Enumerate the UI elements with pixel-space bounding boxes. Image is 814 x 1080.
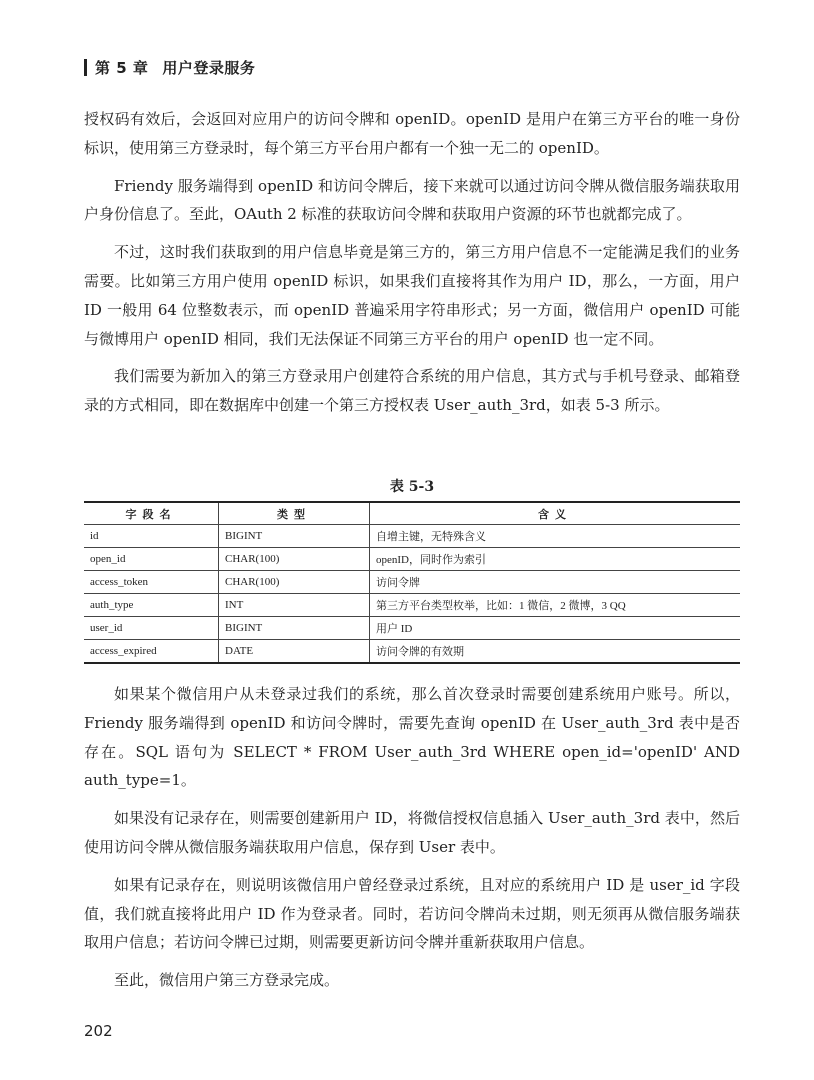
cell-type: INT [219, 594, 370, 617]
page-number: 202 [84, 1022, 113, 1040]
table-row [84, 617, 740, 640]
table-row [84, 594, 740, 617]
cell-field: access_expired [84, 640, 219, 664]
cell-type: CHAR(100) [219, 571, 370, 594]
paragraph-3: 不过，这时我们获取到的用户信息毕竟是第三方的，第三方用户信息不一定能满足我们的业务需要。比如第三方用户使用 openID 标识，如果我们直接将其作为用户 ID，那么，一方面，用户 ID 一般用 64 位整数表示，而 openID 普遍采用字符串形式；另一方面，微信用户 openID 可能与微博用户 openID 相同，我们无法保证不同第三方平台的用户 openID 也一定不同。 [84, 243, 740, 348]
paragraph-7: 如果有记录存在，则说明该微信用户曾经登录过系统，且对应的系统用户 ID 是 user_id 字段值，我们就直接将此用户 ID 作为登录者。同时，若访问令牌尚未过期，则无须再从微信服务端获取用户信息；若访问令牌已过期，则需要更新访问令牌并重新获取用户信息。 [84, 875, 740, 952]
table-caption: 表 5-3 [389, 479, 435, 495]
cell-field: user_id [84, 617, 219, 640]
table-row [84, 548, 740, 571]
cell-field: open_id [84, 548, 219, 571]
cell-type: CHAR(100) [219, 548, 370, 571]
cell-field: access_token [84, 571, 219, 594]
cell-meaning: 用户 ID [370, 617, 741, 640]
cell-meaning: 自增主键，无特殊含义 [370, 525, 741, 548]
header-type: 类型 [219, 502, 370, 525]
header-bar [84, 59, 87, 76]
cell-meaning: 访问令牌 [370, 571, 741, 594]
cell-type: BIGINT [219, 617, 370, 640]
running-header [84, 54, 255, 80]
chapter-title: 用户登录服务 [162, 58, 256, 77]
cell-field: auth_type [84, 594, 219, 617]
table-row [84, 640, 740, 664]
header-meaning: 含义 [370, 502, 741, 525]
cell-type: BIGINT [219, 525, 370, 548]
fields-table [84, 501, 740, 664]
chapter-label: 第 5 章 [95, 58, 149, 77]
paragraph-6: 如果没有记录存在，则需要创建新用户 ID，将微信授权信息插入 User_auth_3rd 表中，然后使用访问令牌从微信服务端获取用户信息，保存到 User 表中。 [84, 809, 740, 856]
cell-field: id [84, 525, 219, 548]
paragraph-8: 至此，微信用户第三方登录完成。 [114, 971, 340, 990]
paragraph-1: 授权码有效后，会返回对应用户的访问令牌和 openID。openID 是用户在第三方平台的唯一身份标识，使用第三方登录时，每个第三方平台用户都有一个独一无二的 openID。 [84, 110, 740, 157]
paragraph-4: 我们需要为新加入的第三方登录用户创建符合系统的用户信息，其方式与手机号登录、邮箱登录的方式相同，即在数据库中创建一个第三方授权表 User_auth_3rd，如表 5-3 所示。 [84, 367, 740, 415]
header-field-name: 字段名 [84, 502, 219, 525]
body-text-top [84, 105, 740, 429]
paragraph-2: Friendy 服务端得到 openID 和访问令牌后，接下来就可以通过访问令牌从微信服务端获取用户身份信息了。至此，OAuth 2 标准的获取访问令牌和获取用户资源的环节也就都完成了。 [84, 176, 740, 224]
table-container [84, 501, 740, 664]
cell-type: DATE [219, 640, 370, 664]
table-row [84, 525, 740, 548]
table-header-row [84, 502, 740, 525]
paragraph-5: 如果某个微信用户从未登录过我们的系统，那么首次登录时需要创建系统用户账号。所以，Friendy 服务端得到 openID 和访问令牌时，需要先查询 openID 在 User_auth_3rd 表中是否存在。SQL 语句为 SELECT * FROM User_auth_3rd WHERE open_id='openID' AND auth_type=1。 [84, 685, 740, 790]
cell-meaning: 第三方平台类型枚举，比如：1 微信，2 微博，3 QQ [370, 594, 741, 617]
table-row [84, 571, 740, 594]
body-text-bottom [84, 680, 740, 1004]
cell-meaning: openID，同时作为索引 [370, 548, 741, 571]
cell-meaning: 访问令牌的有效期 [370, 640, 741, 664]
